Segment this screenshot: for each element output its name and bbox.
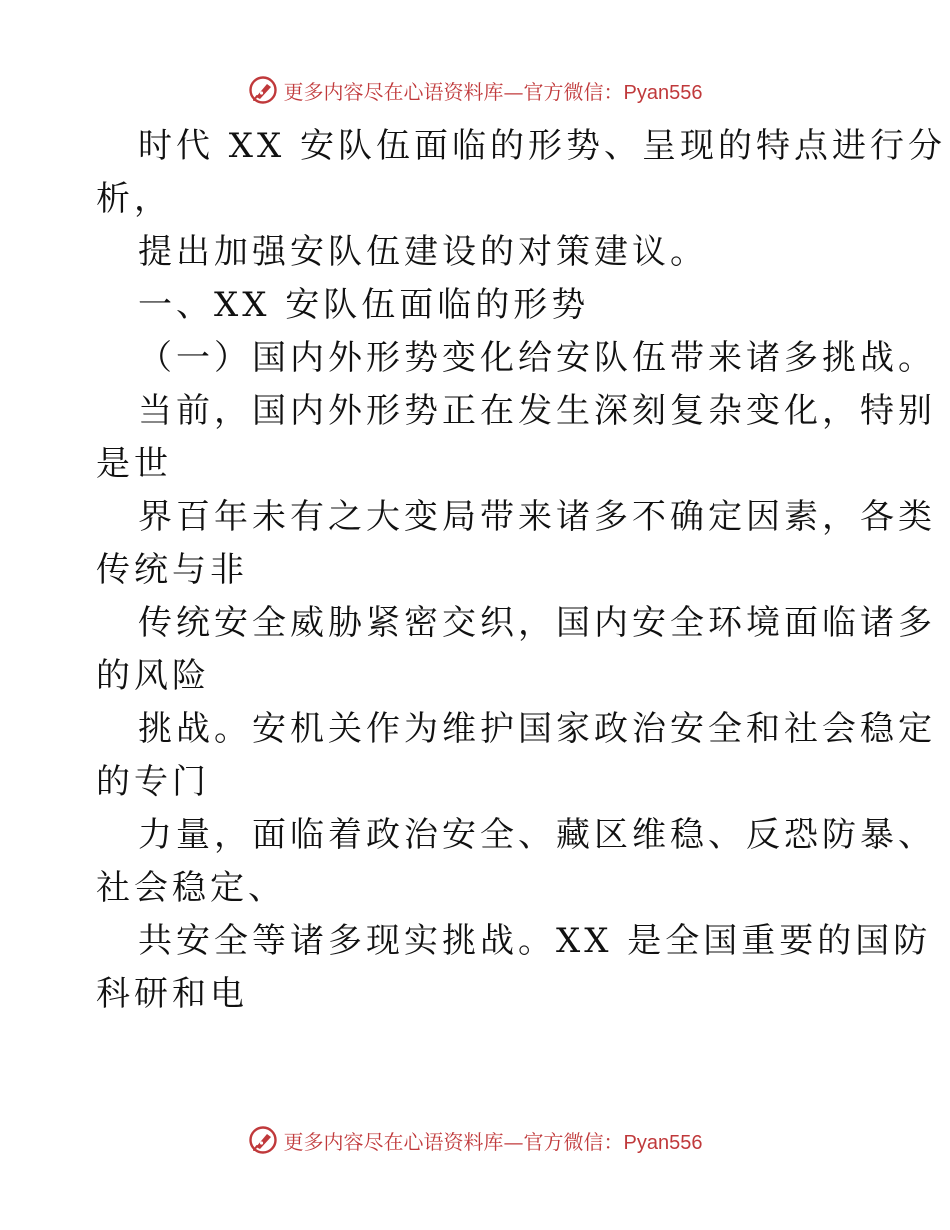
watermark-text <box>284 76 703 105</box>
body-line: 界百年未有之大变局带来诸多不确定因素，各类 <box>138 497 936 537</box>
pen-nib-circle-icon <box>248 1125 278 1155</box>
watermark-separator: — <box>503 1129 524 1154</box>
body-line: 的风险 <box>96 656 210 696</box>
watermark-text <box>284 1126 703 1155</box>
document-body <box>96 124 947 1025</box>
pen-nib-circle-icon <box>248 75 278 105</box>
subsection-heading: （一）国内外形势变化给安队伍带来诸多挑战。 <box>138 338 936 378</box>
watermark-main: 更多内容尽在心语资料库 <box>283 1129 504 1154</box>
body-line: 力量，面临着政治安全、藏区维稳、反恐防暴、 <box>138 815 936 855</box>
section-heading: 一、XX 安队伍面临的形势 <box>138 285 590 325</box>
body-line: 传统安全威胁紧密交织，国内安全环境面临诸多 <box>138 603 936 643</box>
body-line: 科研和电 <box>96 974 248 1014</box>
watermark-sub: 官方微信： <box>523 79 624 104</box>
body-line: 当前，国内外形势正在发生深刻复杂变化，特别 <box>138 391 936 431</box>
body-line: 提出加强安队伍建设的对策建议。 <box>138 232 708 272</box>
body-line: 时代 XX 安队伍面临的形势、呈现的特点进行分 <box>138 126 947 166</box>
body-line: 是世 <box>96 444 172 484</box>
body-line: 的专门 <box>96 762 210 802</box>
body-line: 挑战。安机关作为维护国家政治安全和社会稳定 <box>138 709 936 749</box>
watermark-wechat-id: Pyan556 <box>623 81 703 104</box>
body-line: 社会稳定、 <box>96 868 286 908</box>
body-line: 共安全等诸多现实挑战。XX 是全国重要的国防 <box>138 921 932 961</box>
watermark-main: 更多内容尽在心语资料库 <box>283 79 504 104</box>
watermark-separator: — <box>503 79 524 104</box>
body-line: 析， <box>96 179 172 219</box>
watermark-sub: 官方微信： <box>523 1129 624 1154</box>
header-watermark <box>0 70 950 110</box>
watermark-wechat-id: Pyan556 <box>623 1131 703 1154</box>
footer-watermark <box>0 1120 950 1160</box>
body-line: 传统与非 <box>96 550 248 590</box>
